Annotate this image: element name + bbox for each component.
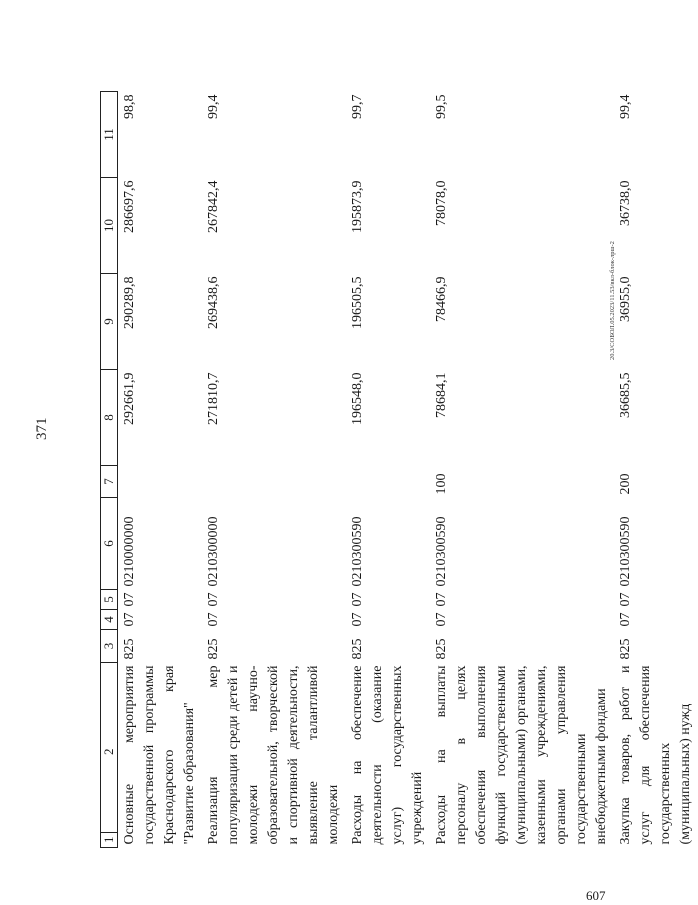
page-footer-number: 607 bbox=[586, 888, 606, 903]
page-header-number: 371 bbox=[34, 417, 50, 440]
col-header-7: 7 bbox=[101, 466, 118, 498]
cell-c4: 07 bbox=[618, 612, 633, 627]
cell-c5: 07 bbox=[434, 592, 449, 607]
cell-c10: 36738,0 bbox=[618, 180, 633, 226]
cell-c3: 825 bbox=[618, 638, 633, 660]
cell-c9: 290289,8 bbox=[122, 276, 137, 329]
cell-c9: 78466,9 bbox=[434, 276, 449, 322]
row-desc: Основные мероприятия государственной программы Краснодарского края "Развитие образования" bbox=[122, 665, 197, 845]
cell-c3: 825 bbox=[434, 638, 449, 660]
cell-c8: 78684,1 bbox=[434, 372, 449, 418]
col-header-9: 9 bbox=[101, 274, 118, 370]
cell-c10: 195873,9 bbox=[350, 180, 365, 233]
cell-c9: 196505,5 bbox=[350, 276, 365, 329]
cell-c9: 269438,6 bbox=[206, 276, 221, 329]
cell-c6: 0210000000 bbox=[122, 516, 137, 587]
cell-c7: 100 bbox=[434, 473, 449, 495]
cell-c8: 292661,9 bbox=[122, 372, 137, 425]
col-header-1-label: 1 bbox=[101, 836, 116, 843]
cell-c6: 0210300590 bbox=[434, 516, 449, 587]
header-row bbox=[101, 92, 118, 848]
row-desc: Расходы на обеспечение деятельности (оказание услуг) государственных учреждений bbox=[350, 665, 425, 845]
cell-c11: 99,4 bbox=[618, 94, 633, 119]
cell-c8: 196548,0 bbox=[350, 372, 365, 425]
cell-c5: 07 bbox=[122, 592, 137, 607]
cell-c5: 07 bbox=[350, 592, 365, 607]
cell-c10: 78078,0 bbox=[434, 180, 449, 226]
cell-c7 bbox=[202, 466, 346, 498]
cell-c11: 99,4 bbox=[206, 94, 221, 119]
cell-c3: 825 bbox=[350, 638, 365, 660]
row-desc: Реализация мер популяризации среди детей и молодежи научно-образовательной, творческой и спортивной деятельности, выявление талантливой молодежи bbox=[206, 665, 341, 845]
table-row bbox=[614, 92, 698, 848]
cell-c7 bbox=[346, 466, 430, 498]
cell-c6: 0210300590 bbox=[618, 516, 633, 587]
row-desc: Расходы на выплаты персоналу в целях обеспечения выполнения функций государственными (муниципальными) органами, казенными учреждениями, органами управления государственными внебюджетными фондами bbox=[434, 665, 609, 845]
col-header-4: 4 bbox=[101, 610, 118, 630]
cell-c5: 07 bbox=[206, 592, 221, 607]
col-header-divider bbox=[101, 832, 117, 833]
col-header-10: 10 bbox=[101, 178, 118, 274]
cell-c9: 36955,0 bbox=[618, 276, 633, 322]
cell-c4: 07 bbox=[122, 612, 137, 627]
cell-c5: 07 bbox=[618, 592, 633, 607]
cell-c3: 825 bbox=[122, 638, 137, 660]
cell-c3: 825 bbox=[206, 638, 221, 660]
col-header-11: 11 bbox=[101, 92, 118, 178]
cell-c10: 267842,4 bbox=[206, 180, 221, 233]
col-header-5: 5 bbox=[101, 590, 118, 610]
side-note: 20.3/СОБОЛ.05.2023/11.53/вкл-блок-лрш-2 bbox=[609, 241, 616, 360]
cell-c7: 200 bbox=[618, 473, 633, 495]
col-header-1 bbox=[101, 663, 118, 848]
col-header-8: 8 bbox=[101, 370, 118, 466]
col-header-3: 3 bbox=[101, 630, 118, 663]
cell-c7 bbox=[118, 466, 203, 498]
cell-c4: 07 bbox=[434, 612, 449, 627]
cell-c11: 98,8 bbox=[122, 94, 137, 119]
cell-c8: 36685,5 bbox=[618, 372, 633, 418]
table-row bbox=[430, 92, 614, 848]
cell-c8: 271810,7 bbox=[206, 372, 221, 425]
cell-c4: 07 bbox=[206, 612, 221, 627]
table-row bbox=[118, 92, 203, 848]
budget-table bbox=[100, 91, 698, 848]
table-row bbox=[202, 92, 346, 848]
cell-c11: 99,7 bbox=[350, 94, 365, 119]
cell-c6: 0210300590 bbox=[350, 516, 365, 587]
col-header-6: 6 bbox=[101, 498, 118, 590]
col-header-2-label: 2 bbox=[101, 748, 116, 755]
row-desc: Закупка товаров, работ и услуг для обеспечения государственных (муниципальных) нужд bbox=[618, 665, 693, 845]
cell-c6: 0210300000 bbox=[206, 516, 221, 587]
cell-c4: 07 bbox=[350, 612, 365, 627]
cell-c11: 99,5 bbox=[434, 94, 449, 119]
table-row bbox=[346, 92, 430, 848]
cell-c10: 286697,6 bbox=[122, 180, 137, 233]
